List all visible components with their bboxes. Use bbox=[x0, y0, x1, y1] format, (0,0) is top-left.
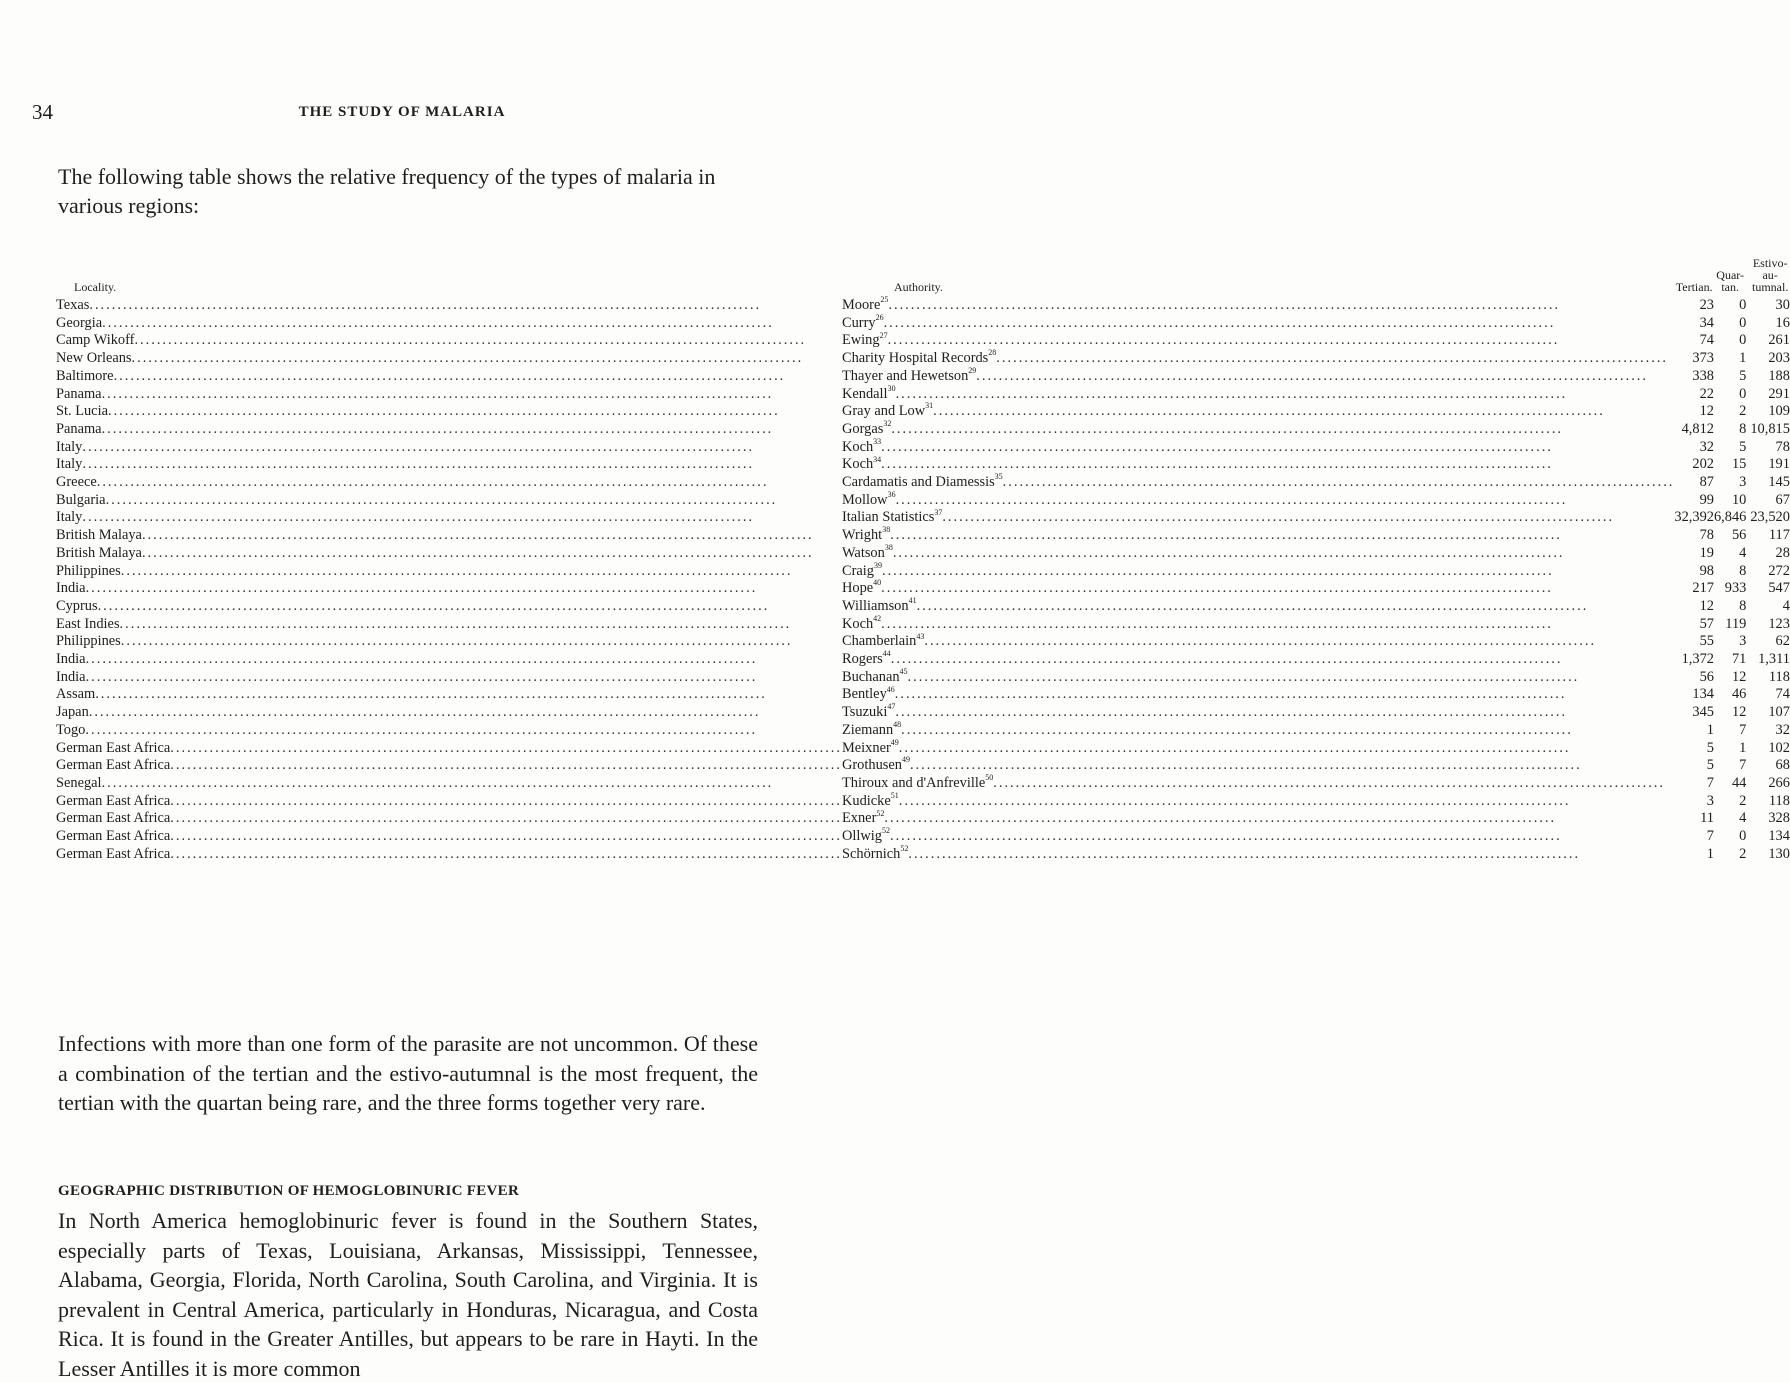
table-row bbox=[56, 616, 1790, 634]
reference-number: 35 bbox=[994, 472, 1003, 482]
cell-authority: Chamberlain$^{43}$ ..... bbox=[842, 633, 1674, 651]
header-quartan: Quar-tan. bbox=[1716, 268, 1745, 294]
cell-locality: Japan ..... bbox=[56, 704, 842, 722]
cell-tertian: 5 bbox=[1706, 739, 1714, 756]
reference-number: 48 bbox=[893, 720, 902, 730]
reference-number: 45 bbox=[899, 666, 908, 676]
cell-estivo-autumnal: 188 bbox=[1768, 367, 1790, 384]
cell-tertian: 3 bbox=[1706, 792, 1714, 809]
cell-authority: Italian Statistics$^{37}$ ..... bbox=[842, 509, 1674, 527]
reference-number: 40 bbox=[873, 578, 882, 588]
cell-authority: Buchanan$^{45}$ ..... bbox=[842, 669, 1674, 687]
cell-estivo-autumnal: 203 bbox=[1768, 350, 1790, 367]
table-row bbox=[56, 315, 1790, 333]
cell-locality: German East Africa ..... bbox=[56, 828, 842, 846]
cell-locality: Camp Wikoff ..... bbox=[56, 332, 842, 350]
cell-locality: British Malaya ..... bbox=[56, 527, 842, 545]
cell-estivo-autumnal: 30 bbox=[1775, 297, 1790, 313]
header-estivo-autumnal: Estivo-au-tumnal. bbox=[1751, 256, 1789, 294]
table-row bbox=[56, 846, 1790, 864]
cell-authority: Craig$^{39}$ ..... bbox=[842, 563, 1674, 581]
table-row bbox=[56, 757, 1790, 775]
reference-number: 25 bbox=[880, 295, 889, 305]
cell-quartan: 44 bbox=[1731, 774, 1747, 791]
cell-quartan: 5 bbox=[1739, 438, 1747, 455]
cell-quartan: 7 bbox=[1739, 757, 1747, 774]
cell-estivo-autumnal: 28 bbox=[1775, 544, 1790, 561]
cell-estivo-autumnal: 74 bbox=[1775, 686, 1790, 703]
cell-tertian: 7 bbox=[1706, 828, 1714, 845]
cell-quartan: 5 bbox=[1739, 367, 1747, 384]
reference-number: 34 bbox=[873, 454, 882, 464]
cell-quartan: 0 bbox=[1739, 297, 1747, 313]
cell-tertian: 217 bbox=[1692, 580, 1714, 597]
cell-estivo-autumnal: 145 bbox=[1768, 474, 1790, 491]
table-row bbox=[56, 509, 1790, 527]
reference-number: 28 bbox=[988, 348, 997, 358]
cell-locality: Philippines ..... bbox=[56, 563, 842, 581]
cell-estivo-autumnal: 1,311 bbox=[1758, 651, 1790, 668]
cell-tertian: 7 bbox=[1706, 774, 1714, 791]
cell-tertian: 12 bbox=[1699, 597, 1714, 614]
cell-authority: Meixner$^{49}$ ..... bbox=[842, 740, 1674, 758]
page-header bbox=[32, 100, 772, 124]
reference-number: 38 bbox=[882, 525, 891, 535]
intro-paragraph: The following table shows the relative frequency of the types of malaria in various regions: bbox=[58, 164, 716, 218]
reference-number: 42 bbox=[873, 613, 882, 623]
cell-tertian: 11 bbox=[1700, 810, 1714, 827]
cell-tertian: 338 bbox=[1692, 367, 1714, 384]
table-row bbox=[56, 403, 1790, 421]
table-row bbox=[56, 704, 1790, 722]
reference-number: 31 bbox=[925, 401, 934, 411]
table-row bbox=[56, 456, 1790, 474]
cell-tertian: 56 bbox=[1699, 668, 1714, 685]
cell-quartan: 2 bbox=[1739, 403, 1747, 420]
cell-estivo-autumnal: 4 bbox=[1782, 597, 1790, 614]
table-row bbox=[56, 439, 1790, 457]
cell-locality: Bulgaria ..... bbox=[56, 492, 842, 510]
cell-locality: Greece ..... bbox=[56, 474, 842, 492]
cell-authority: Kendall$^{30}$ ..... bbox=[842, 386, 1674, 404]
reference-number: 37 bbox=[934, 507, 943, 517]
cell-quartan: 3 bbox=[1739, 633, 1747, 650]
cell-tertian: 345 bbox=[1692, 704, 1714, 721]
cell-locality: Togo ..... bbox=[56, 722, 842, 740]
cell-estivo-autumnal: 68 bbox=[1775, 757, 1790, 774]
cell-locality: St. Lucia ..... bbox=[56, 403, 842, 421]
cell-estivo-autumnal: 118 bbox=[1768, 792, 1790, 809]
table-row bbox=[56, 421, 1790, 439]
cell-estivo-autumnal: 10,815 bbox=[1750, 420, 1790, 437]
cell-locality: Italy ..... bbox=[56, 439, 842, 457]
cell-estivo-autumnal: 191 bbox=[1768, 456, 1790, 473]
cell-tertian: 19 bbox=[1699, 544, 1714, 561]
table-header-row bbox=[56, 257, 1790, 297]
table-row bbox=[56, 563, 1790, 581]
cell-tertian: 98 bbox=[1699, 562, 1714, 579]
table-row bbox=[56, 350, 1790, 368]
cell-locality: Senegal ..... bbox=[56, 775, 842, 793]
cell-authority: Thiroux and d'Anfreville$^{50}$ ..... bbox=[842, 775, 1674, 793]
cell-quartan: 1 bbox=[1739, 739, 1747, 756]
table-row bbox=[56, 633, 1790, 651]
cell-authority: Hope$^{40}$ ..... bbox=[842, 580, 1674, 598]
cell-estivo-autumnal: 266 bbox=[1768, 774, 1790, 791]
cell-estivo-autumnal: 67 bbox=[1775, 491, 1790, 508]
cell-authority: Ollwig$^{52}$ ..... bbox=[842, 828, 1674, 846]
cell-tertian: 32 bbox=[1699, 438, 1714, 455]
cell-authority: Tsuzuki$^{47}$ ..... bbox=[842, 704, 1674, 722]
cell-estivo-autumnal: 547 bbox=[1768, 580, 1790, 597]
cell-tertian: 57 bbox=[1699, 615, 1714, 632]
cell-estivo-autumnal: 107 bbox=[1768, 704, 1790, 721]
cell-quartan: 3 bbox=[1739, 474, 1747, 491]
cell-estivo-autumnal: 134 bbox=[1768, 828, 1790, 845]
cell-locality: German East Africa ..... bbox=[56, 793, 842, 811]
cell-quartan: 46 bbox=[1731, 686, 1747, 703]
cell-estivo-autumnal: 32 bbox=[1775, 721, 1790, 738]
table-row bbox=[56, 368, 1790, 386]
table-body bbox=[56, 297, 1790, 864]
cell-authority: Charity Hospital Records$^{28}$ ..... bbox=[842, 350, 1674, 368]
cell-estivo-autumnal: 78 bbox=[1775, 438, 1790, 455]
cell-authority: Williamson$^{41}$ ..... bbox=[842, 598, 1674, 616]
cell-locality: Italy ..... bbox=[56, 456, 842, 474]
cell-estivo-autumnal: 117 bbox=[1768, 527, 1790, 544]
table-row bbox=[56, 527, 1790, 545]
cell-tertian: 1 bbox=[1706, 721, 1714, 738]
table-row bbox=[56, 598, 1790, 616]
cell-locality: East Indies ..... bbox=[56, 616, 842, 634]
malaria-frequency-table bbox=[56, 256, 1790, 864]
cell-authority: Gray and Low$^{31}$ ..... bbox=[842, 403, 1674, 421]
cell-estivo-autumnal: 109 bbox=[1768, 403, 1790, 420]
table-row bbox=[56, 828, 1790, 846]
cell-authority: Moore$^{25}$ ..... bbox=[842, 297, 1674, 315]
cell-estivo-autumnal: 123 bbox=[1768, 615, 1790, 632]
header-locality: Locality. bbox=[74, 280, 117, 294]
cell-tertian: 22 bbox=[1699, 385, 1714, 402]
cell-locality: Baltimore ..... bbox=[56, 368, 842, 386]
paragraph-mixed-infections: Infections with more than one form of the parasite are not uncommon. Of these a combination of the tertian and the estivo-autumnal is the most frequent, the tertian with the quartan being rare, and the three forms together very rare. bbox=[58, 1031, 758, 1115]
cell-authority: Schörnich$^{52}$ ..... bbox=[842, 846, 1674, 864]
section-heading: GEOGRAPHIC DISTRIBUTION OF HEMOGLOBINURIC FEVER bbox=[58, 1183, 520, 1199]
cell-quartan: 8 bbox=[1739, 420, 1747, 437]
cell-authority: Watson$^{38}$ ..... bbox=[842, 545, 1674, 563]
cell-estivo-autumnal: 272 bbox=[1768, 562, 1790, 579]
cell-quartan: 933 bbox=[1724, 580, 1747, 597]
cell-locality: New Orleans ..... bbox=[56, 350, 842, 368]
cell-tertian: 1 bbox=[1706, 845, 1714, 862]
table-row bbox=[56, 793, 1790, 811]
cell-authority: Exner$^{52}$ ..... bbox=[842, 810, 1674, 828]
reference-number: 49 bbox=[901, 755, 910, 765]
cell-locality: Italy ..... bbox=[56, 509, 842, 527]
cell-estivo-autumnal: 118 bbox=[1768, 668, 1790, 685]
table-row bbox=[56, 332, 1790, 350]
cell-quartan: 1 bbox=[1739, 350, 1747, 367]
cell-quartan: 12 bbox=[1731, 704, 1747, 721]
cell-quartan: 6,846 bbox=[1713, 509, 1747, 526]
cell-estivo-autumnal: 62 bbox=[1775, 633, 1790, 650]
cell-locality: Panama ..... bbox=[56, 386, 842, 404]
cell-locality: British Malaya ..... bbox=[56, 545, 842, 563]
cell-tertian: 34 bbox=[1699, 314, 1714, 331]
cell-quartan: 0 bbox=[1739, 828, 1747, 845]
cell-tertian: 202 bbox=[1692, 456, 1714, 473]
table-row bbox=[56, 297, 1790, 315]
cell-quartan: 12 bbox=[1731, 668, 1747, 685]
reference-number: 33 bbox=[873, 436, 882, 446]
cell-tertian: 373 bbox=[1692, 350, 1714, 367]
cell-quartan: 7 bbox=[1739, 721, 1747, 738]
cell-authority: Curry$^{26}$ ..... bbox=[842, 315, 1674, 333]
cell-quartan: 10 bbox=[1731, 491, 1747, 508]
cell-tertian: 134 bbox=[1692, 686, 1714, 703]
table-row bbox=[56, 810, 1790, 828]
cell-quartan: 71 bbox=[1731, 651, 1747, 668]
table-row bbox=[56, 669, 1790, 687]
cell-quartan: 8 bbox=[1739, 597, 1747, 614]
reference-number: 43 bbox=[916, 631, 925, 641]
reference-number: 51 bbox=[890, 790, 899, 800]
reference-number: 49 bbox=[890, 737, 899, 747]
table-row bbox=[56, 651, 1790, 669]
cell-estivo-autumnal: 102 bbox=[1768, 739, 1790, 756]
cell-locality: German East Africa ..... bbox=[56, 810, 842, 828]
running-head: THE STUDY OF MALARIA bbox=[298, 104, 506, 120]
table-row bbox=[56, 474, 1790, 492]
cell-authority: Ziemann$^{48}$ ..... bbox=[842, 722, 1674, 740]
cell-locality: German East Africa ..... bbox=[56, 757, 842, 775]
reference-number: 32 bbox=[883, 419, 892, 429]
reference-number: 36 bbox=[887, 489, 896, 499]
cell-authority: Rogers$^{44}$ ..... bbox=[842, 651, 1674, 669]
cell-tertian: 87 bbox=[1699, 474, 1714, 491]
cell-tertian: 12 bbox=[1699, 403, 1714, 420]
cell-estivo-autumnal: 23,520 bbox=[1750, 509, 1790, 526]
cell-locality: India ..... bbox=[56, 580, 842, 598]
cell-quartan: 119 bbox=[1725, 615, 1747, 632]
reference-number: 41 bbox=[908, 596, 917, 606]
cell-quartan: 4 bbox=[1739, 544, 1747, 561]
cell-tertian: 74 bbox=[1699, 332, 1714, 349]
header-authority: Authority. bbox=[894, 280, 943, 294]
cell-locality: Panama ..... bbox=[56, 421, 842, 439]
table-row bbox=[56, 580, 1790, 598]
cell-tertian: 1,372 bbox=[1681, 651, 1714, 668]
paragraph-hemoglobinuric-distribution: In North America hemoglobinuric fever is found in the Southern States, especially parts of Texas, Louisiana, Arkansas, Mississippi, Tennessee, Alabama, Georgia, Florida, North Carolina, South Carolina, and Virginia. It is prevalent in Central America, particularly in Honduras, Nicaragua, and Costa Rica. It is found in the Greater Antilles, but appears to be rare in Hayti. In the Lesser Antilles it is more common bbox=[58, 1208, 758, 1381]
cell-tertian: 99 bbox=[1699, 491, 1714, 508]
reference-number: 44 bbox=[882, 649, 891, 659]
table-row bbox=[56, 545, 1790, 563]
reference-number: 46 bbox=[886, 684, 895, 694]
cell-locality: Philippines ..... bbox=[56, 633, 842, 651]
reference-number: 38 bbox=[884, 543, 893, 553]
cell-tertian: 55 bbox=[1699, 633, 1714, 650]
reference-number: 30 bbox=[887, 383, 896, 393]
reference-number: 29 bbox=[968, 366, 977, 376]
cell-locality: Assam ..... bbox=[56, 686, 842, 704]
cell-estivo-autumnal: 130 bbox=[1768, 845, 1790, 862]
reference-number: 52 bbox=[900, 844, 909, 853]
cell-quartan: 0 bbox=[1739, 385, 1747, 402]
reference-number: 52 bbox=[881, 826, 890, 836]
cell-locality: Texas ..... bbox=[56, 297, 842, 315]
cell-locality: India ..... bbox=[56, 651, 842, 669]
reference-number: 50 bbox=[985, 773, 994, 783]
cell-quartan: 15 bbox=[1731, 456, 1747, 473]
cell-estivo-autumnal: 261 bbox=[1768, 332, 1790, 349]
cell-quartan: 2 bbox=[1739, 845, 1747, 862]
cell-authority: Grothusen$^{49}$ ..... bbox=[842, 757, 1674, 775]
cell-quartan: 0 bbox=[1739, 314, 1747, 331]
cell-authority: Koch$^{33}$ ..... bbox=[842, 439, 1674, 457]
cell-authority: Koch$^{34}$ ..... bbox=[842, 456, 1674, 474]
cell-authority: Koch$^{42}$ ..... bbox=[842, 616, 1674, 634]
cell-estivo-autumnal: 291 bbox=[1768, 385, 1790, 402]
cell-tertian: 5 bbox=[1706, 757, 1714, 774]
cell-authority: Ewing$^{27}$ ..... bbox=[842, 332, 1674, 350]
cell-authority: Bentley$^{46}$ ..... bbox=[842, 686, 1674, 704]
cell-authority: Cardamatis and Diamessis$^{35}$ ..... bbox=[842, 474, 1674, 492]
cell-locality: India ..... bbox=[56, 669, 842, 687]
cell-quartan: 2 bbox=[1739, 792, 1747, 809]
table-row bbox=[56, 722, 1790, 740]
cell-quartan: 0 bbox=[1739, 332, 1747, 349]
cell-quartan: 56 bbox=[1731, 527, 1747, 544]
cell-authority: Mollow$^{36}$ ..... bbox=[842, 492, 1674, 510]
cell-estivo-autumnal: 16 bbox=[1775, 314, 1790, 331]
cell-locality: German East Africa ..... bbox=[56, 740, 842, 758]
reference-number: 39 bbox=[873, 560, 882, 570]
table-row bbox=[56, 775, 1790, 793]
table-row bbox=[56, 492, 1790, 510]
table-row bbox=[56, 740, 1790, 758]
cell-quartan: 8 bbox=[1739, 562, 1747, 579]
cell-locality: German East Africa ..... bbox=[56, 846, 842, 864]
cell-tertian: 23 bbox=[1699, 297, 1714, 313]
cell-locality: Cyprus ..... bbox=[56, 598, 842, 616]
cell-locality: Georgia ..... bbox=[56, 315, 842, 333]
cell-authority: Gorgas$^{32}$ ..... bbox=[842, 421, 1674, 439]
reference-number: 52 bbox=[876, 808, 885, 818]
table-row bbox=[56, 386, 1790, 404]
cell-tertian: 32,392 bbox=[1674, 509, 1714, 526]
reference-number: 27 bbox=[879, 330, 888, 340]
cell-authority: Thayer and Hewetson$^{29}$ ..... bbox=[842, 368, 1674, 386]
page-number: 34 bbox=[32, 100, 53, 124]
table-row bbox=[56, 686, 1790, 704]
cell-authority: Wright$^{38}$ ..... bbox=[842, 527, 1674, 545]
reference-number: 26 bbox=[875, 312, 884, 322]
header-tertian: Tertian. bbox=[1675, 280, 1713, 294]
cell-tertian: 78 bbox=[1699, 527, 1714, 544]
cell-authority: Kudicke$^{51}$ ..... bbox=[842, 793, 1674, 811]
cell-estivo-autumnal: 328 bbox=[1768, 810, 1790, 827]
cell-quartan: 4 bbox=[1739, 810, 1747, 827]
reference-number: 47 bbox=[887, 702, 896, 712]
cell-tertian: 4,812 bbox=[1681, 420, 1714, 437]
